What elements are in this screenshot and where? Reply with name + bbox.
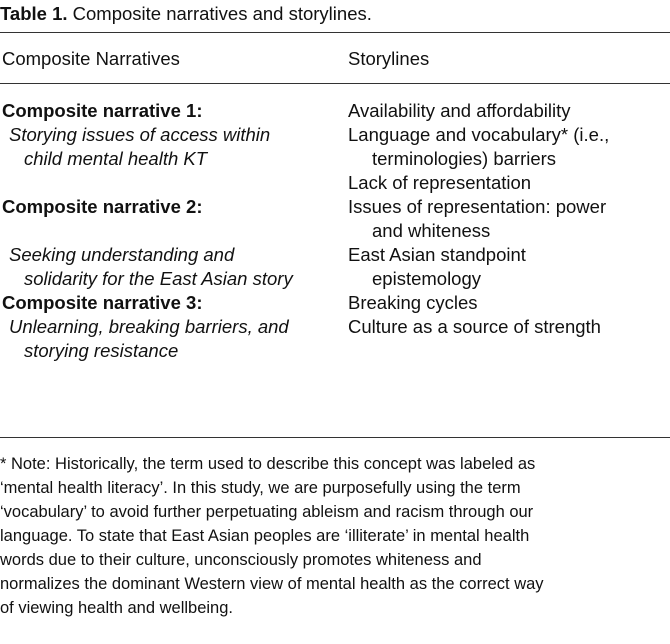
caption-label: Table 1. xyxy=(0,3,68,24)
footnote-line: * Note: Historically, the term used to describe this concept was labeled as xyxy=(0,455,536,473)
footnote-line: ‘vocabulary’ to avoid further perpetuating ableism and racism through our xyxy=(0,503,534,521)
footnote-line: words due to their culture, unconsciously promotes whiteness and xyxy=(0,551,482,569)
storyline-cont: terminologies) barriers xyxy=(372,148,557,169)
narrative-1-desc: Storying issues of access within xyxy=(9,124,271,145)
narrative-3-desc: Unlearning, breaking barriers, and xyxy=(9,316,289,337)
storyline: Lack of representation xyxy=(348,172,532,193)
header-composite-narratives: Composite Narratives xyxy=(2,48,180,69)
table-caption xyxy=(0,2,372,26)
narrative-1-title: Composite narrative 1: xyxy=(2,100,203,121)
storyline-cont: epistemology xyxy=(372,268,482,289)
storyline-cont: and whiteness xyxy=(372,220,491,241)
narrative-1-desc-cont: child mental health KT xyxy=(24,148,208,169)
narrative-3-desc-cont: storying resistance xyxy=(24,340,179,361)
header-storylines: Storylines xyxy=(348,48,430,69)
storyline: Language and vocabulary* (i.e., xyxy=(348,124,610,145)
footnote-line: of viewing health and wellbeing. xyxy=(0,599,233,617)
narrative-2-title: Composite narrative 2: xyxy=(2,196,203,217)
storyline: East Asian standpoint xyxy=(348,244,526,265)
narrative-2-desc-cont: solidarity for the East Asian story xyxy=(24,268,293,289)
bottom-rule xyxy=(0,437,670,438)
narrative-2-desc: Seeking understanding and xyxy=(9,244,235,265)
header-rule xyxy=(0,83,670,84)
narrative-3-title: Composite narrative 3: xyxy=(2,292,203,313)
storyline: Culture as a source of strength xyxy=(348,316,601,337)
caption-text: Composite narratives and storylines. xyxy=(72,3,372,24)
footnote-line: normalizes the dominant Western view of mental health as the correct way xyxy=(0,575,544,593)
top-rule xyxy=(0,32,670,33)
storyline: Issues of representation: power xyxy=(348,196,607,217)
footnote-line: language. To state that East Asian peoples are ‘illiterate’ in mental health xyxy=(0,527,530,545)
storyline: Availability and affordability xyxy=(348,100,571,121)
footnote-line: ‘mental health literacy’. In this study, we are purposefully using the term xyxy=(0,479,521,497)
storyline: Breaking cycles xyxy=(348,292,478,313)
